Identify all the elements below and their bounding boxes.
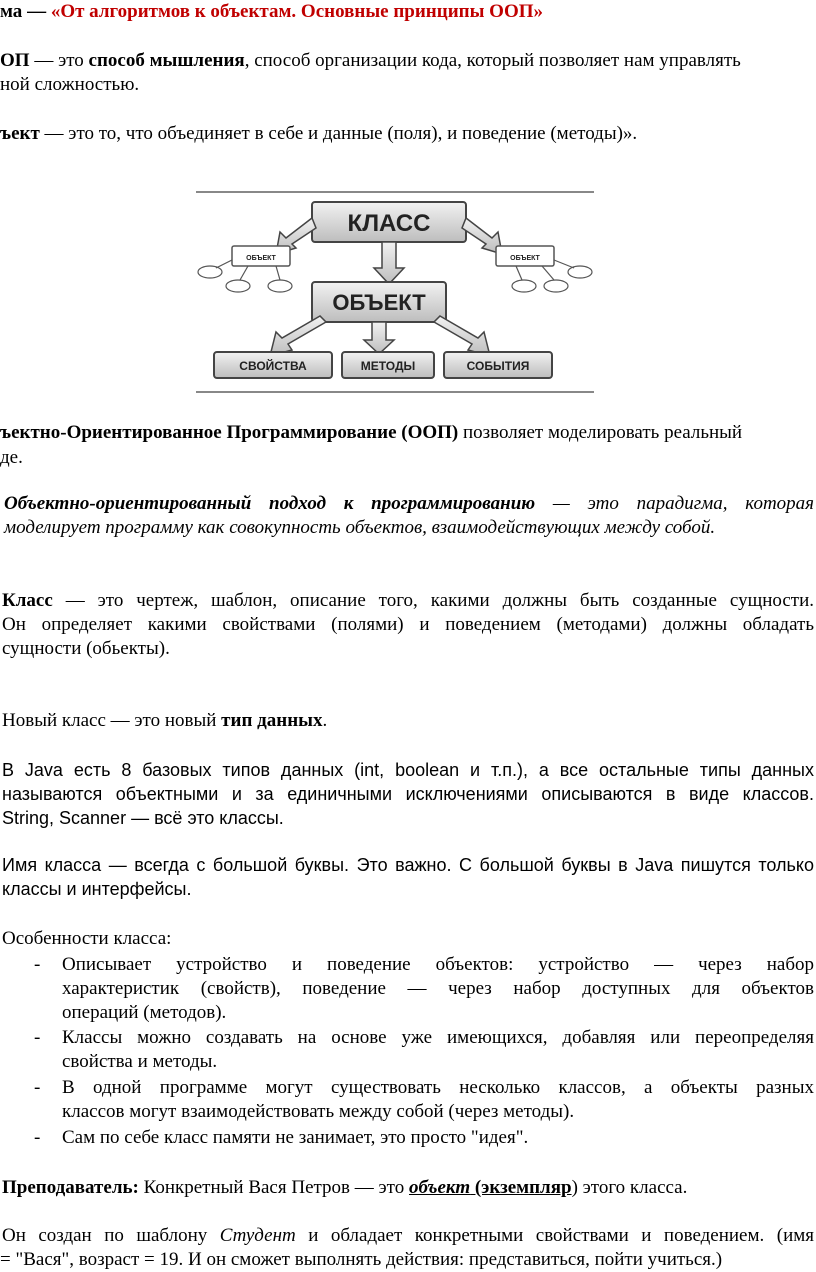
feature-3-line2: классов могут взаимодействовать между собой (через методы).	[62, 1101, 575, 1122]
oop-def-rest: позволяет моделировать реальный	[458, 422, 743, 443]
feature-bullet-3: -	[34, 1077, 41, 1098]
title-text: «От алгоритмов к объектам. Основные принципы ООП»	[50, 1, 544, 22]
properties-label: СВОЙСТВА	[239, 359, 307, 373]
title-dash: —	[22, 1, 51, 22]
new-class-end: .	[322, 710, 328, 731]
approach-line2: моделирует программу как совокупность объектов, взаимодействующих между собой.	[4, 517, 716, 538]
oop-def-bold: ъектно-Ориентированное Программирование (ООП)	[0, 422, 459, 443]
teacher-rest: этого класса.	[577, 1177, 688, 1198]
new-class-line	[2, 709, 327, 733]
events-label: СОБЫТИЯ	[466, 359, 530, 373]
feature-bullet-4: -	[34, 1127, 41, 1148]
feature-1-line3: операций (методов).	[62, 1002, 227, 1023]
class-def-bold: Класс	[2, 590, 53, 611]
approach-rest: — это парадигма, которая	[535, 493, 815, 514]
object-rest: — это то, что объединяет в себе и данные (поля), и поведение (методы)».	[39, 123, 638, 144]
java-types-line1: В Java есть 8 базовых типов данных (int, boolean и т.п.), а все остальные типы данных	[2, 760, 814, 780]
class-to-object-arrow	[374, 242, 404, 284]
oop-bold: способ мышления	[88, 50, 245, 71]
object-down-arrow	[364, 322, 394, 354]
feature-2-line2: свойства и методы.	[62, 1051, 218, 1072]
class-def-line1	[2, 589, 814, 613]
page-title	[0, 0, 543, 24]
feature-1-line1: Описывает устройство и поведение объектов: устройство — через набор	[62, 954, 814, 975]
new-class-text: Новый класс — это новый	[2, 710, 222, 731]
oop-text-c: , способ организации кода, который позволяет нам управлять	[244, 50, 741, 71]
teacher-object-word: объект	[408, 1177, 471, 1198]
class-def-rest: — это чертеж, шаблон, описание того, какими должны быть созданные сущности.	[52, 590, 814, 611]
object-right-arrow	[434, 316, 490, 356]
oop-text-a: — это	[29, 50, 89, 71]
approach-bold: Объектно-ориентированный подход к программированию	[4, 493, 536, 514]
class-object-diagram	[196, 188, 594, 396]
left-small-object-label: ОБЪЕКТ	[246, 255, 276, 262]
oop-intro-line2: ной сложностью.	[0, 74, 140, 95]
teacher-instance: (экземпляр	[470, 1177, 572, 1198]
feature-1-line2: характеристик (свойств), поведение — через набор доступных для объектов	[62, 978, 814, 999]
oop-definition-line1	[0, 421, 742, 445]
feature-bullet-1: -	[34, 954, 41, 975]
class-def-line3: сущности (обьекты).	[2, 638, 170, 659]
oop-definition-line2: де.	[0, 447, 23, 468]
student-text-a: Он создан по шаблону	[2, 1225, 220, 1246]
object-left-arrow	[270, 316, 326, 356]
class-def-line2: Он определяет какими свойствами (полями) и поведением (методами) должны обладать	[2, 614, 814, 635]
features-heading: Особенности класса:	[2, 928, 172, 949]
feature-3-line1: В одной программе могут существовать несколько классов, а объекты разных	[62, 1077, 814, 1098]
student-italic: Студент	[219, 1225, 296, 1246]
title-prefix: ма	[0, 1, 23, 22]
student-text-b: и обладает конкретными свойствами и поведением. (имя	[295, 1225, 814, 1246]
approach-line1	[4, 492, 814, 516]
feature-2-line1: Классы можно создавать на основе уже имеющихся, добавляя или переопределяя	[62, 1027, 814, 1048]
java-types-line3: String, Scanner — всё это классы.	[2, 808, 284, 828]
teacher-close: )	[571, 1177, 578, 1198]
feature-bullet-2: -	[34, 1027, 41, 1048]
object-definition	[0, 122, 637, 146]
teacher-line	[2, 1176, 687, 1200]
methods-label: МЕТОДЫ	[360, 359, 416, 373]
object-bold: ъект	[0, 123, 40, 144]
class-name-line2: классы и интерфейсы.	[2, 879, 192, 899]
java-types-line2: называются объектными и за единичными исключениями описываются в виде классов.	[2, 784, 814, 804]
oop-intro-line1	[0, 49, 741, 73]
teacher-bold: Преподаватель:	[2, 1177, 139, 1198]
student-line2: = "Вася", возраст = 19. И он сможет выполнять действия: представиться, пойти учиться.)	[0, 1249, 723, 1270]
teacher-text: Конкретный Вася Петров — это	[138, 1177, 409, 1198]
class-name-line1: Имя класса — всегда с большой буквы. Это важно. С большой буквы в Java пишутся только	[2, 855, 814, 875]
oop-abbr: ОП	[0, 50, 30, 71]
object-label: ОБЪЕКТ	[332, 290, 426, 315]
feature-4-line1: Сам по себе класс памяти не занимает, это просто "идея".	[62, 1127, 529, 1148]
class-label: КЛАСС	[347, 210, 431, 237]
new-class-bold: тип данных	[221, 710, 323, 731]
student-line1	[2, 1224, 814, 1248]
right-small-object-label: ОБЪЕКТ	[510, 255, 540, 262]
